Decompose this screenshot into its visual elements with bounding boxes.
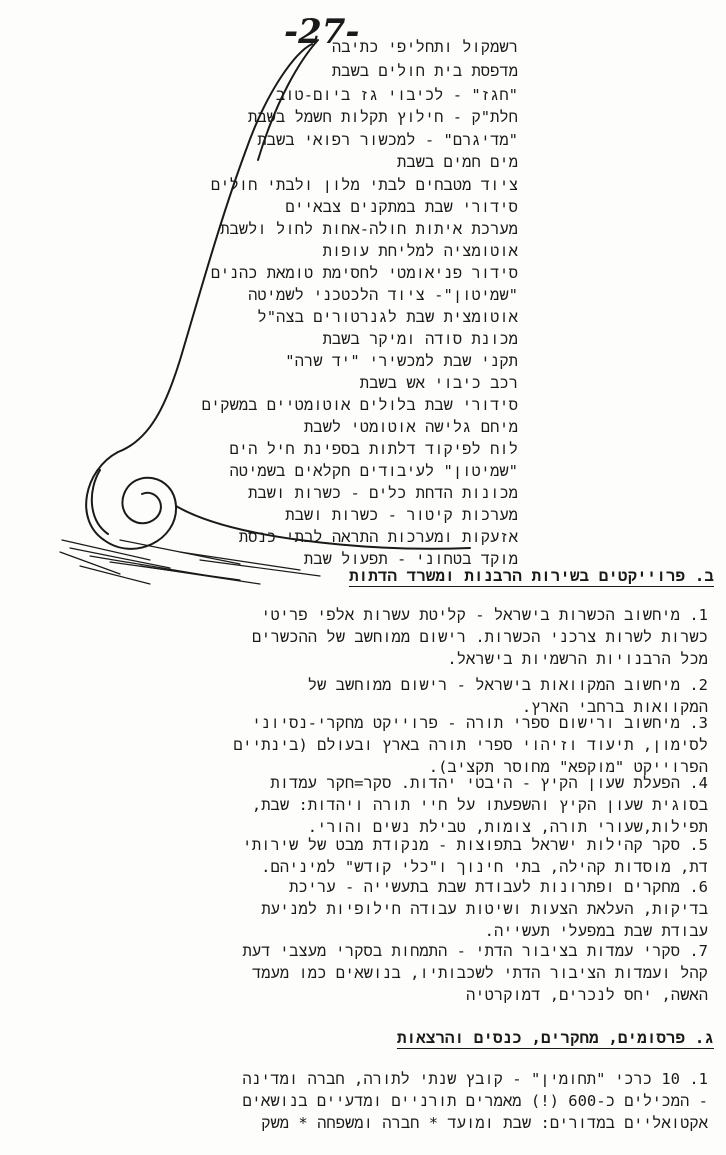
text-line: האשה, יחס לנכרים, דמוקרטיה — [466, 986, 708, 1004]
list-item: אוטומציה למליחת עופות — [322, 242, 518, 260]
list-item: סידורי שבת בלולים אוטומטיים במשקים — [201, 396, 518, 414]
text-line: תפילות,שעורי תורה, צומות, טבילת נשים והורי. — [307, 818, 708, 836]
text-line: - המכילים כ-600 (!) מאמרים תורניים ומדעיים בנושאים — [242, 1092, 708, 1110]
list-item: ציוד מטבחים לבתי מלון ולבתי חולים — [210, 176, 518, 194]
section-g-title: ג. פרסומים, מחקרים, כנסים והרצאות — [396, 1028, 714, 1047]
list-item: חלת"ק - חילוץ תקלות חשמל בשבת — [248, 108, 518, 126]
text-line: הפרוייקט "מוקפא" מחוסר תקציב). — [428, 758, 708, 776]
section-g-item-1 — [32, 1068, 708, 1134]
section-b-heading — [349, 566, 714, 586]
list-item: "שמיטון" לעיבודים חקלאים בשמיטה — [229, 462, 518, 480]
list-item: מערכת איתות חולה-אחות לחול ולשבת — [220, 220, 518, 238]
list-item: אוטומצית שבת לגנרטורים בצה"ל — [257, 308, 518, 326]
text-line: 6. מחקרים ופתרונות לעבודת שבת בתעשייה - עריכת — [289, 878, 708, 896]
list-item: תקני שבת למכשירי "יד שרה" — [285, 352, 518, 370]
list-item: סידור פניאומטי לחסימת טומאת כהנים — [210, 264, 518, 282]
section-b-item-3 — [32, 712, 708, 778]
list-item: רשמקול ותחליפי כתיבה — [331, 38, 518, 56]
text-line: לסימון, תיעוד וזיהוי ספרי תורה בארץ ובעולם (בינתיים — [233, 736, 708, 754]
text-line: 7. סקרי עמדות בציבור הדתי - התמחות בסקרי מעצבי דעת — [242, 942, 708, 960]
section-b-item-6 — [32, 876, 708, 942]
list-item: "שמיטון"- ציוד הלכטכני לשמיטה — [248, 286, 518, 304]
list-item: לוח לפיקוד דלתות בספינת חיל הים — [229, 440, 518, 458]
section-b-item-5 — [32, 834, 708, 878]
list-item: "מדיגרם" - למכשור רפואי בשבת — [257, 131, 518, 149]
text-line: 3. מיחשוב ורישום ספרי תורה - פרוייקט מחקרי-נסיוני — [251, 714, 708, 732]
list-item: רכב כיבוי אש בשבת — [359, 374, 518, 392]
list-item: "חגז" - לכיבוי גז ביום-טוב — [275, 86, 518, 104]
text-line: 1. 10 כרכי "תחומין" - קובץ שנתי לתורה, חברה ומדינה — [242, 1070, 708, 1088]
text-line: דת, מוסדות קהילה, בתי חינוך ו"כלי קודש" למיניהם. — [261, 858, 708, 876]
list-item: מכונת סודה ומיקר בשבת — [322, 330, 518, 348]
list-item: מיחם גלישה אוטומטי לשבת — [303, 418, 518, 436]
list-item: סידורי שבת במתקנים צבאיים — [285, 198, 518, 216]
page-number: -27- — [284, 12, 360, 52]
list-item: מכונות הדחת כלים - כשרות ושבת — [248, 484, 518, 502]
text-line: כשרות לשרות צרכני הכשרות. רישום ממוחשב של ההכשרים — [251, 628, 708, 646]
text-line: 1. מיחשוב הכשרות בישראל - קליטת עשרות אלפי פריטי — [261, 606, 708, 624]
section-b-title: ב. פרוייקטים בשירות הרבנות ומשרד הדתות — [348, 566, 714, 585]
text-line: מכל הרבנויות הרשמיות בישראל. — [447, 650, 708, 668]
text-line: עבודת שבת במפעלי תעשייה. — [484, 922, 708, 940]
text-line: 5. סקר קהילות ישראל בתפוצות - מנקודת מבט של שירותי — [242, 836, 708, 854]
text-line: קהל ועמדות הציבור הדתי לשכבותיו, בנושאים כמו מעמד — [251, 964, 708, 982]
section-b-item-1 — [32, 604, 708, 670]
list-item: אזעקות ומערכות התראה לבתי כנסת — [238, 528, 518, 546]
text-line: 4. הפעלת שעון הקיץ - היבטי יהדות. סקר=חקר עמדות — [270, 774, 708, 792]
list-item: מדפסת בית חולים בשבת — [331, 62, 518, 80]
section-b-item-4 — [32, 772, 708, 838]
text-line: המקוואות ברחבי הארץ. — [521, 698, 708, 716]
text-line: אקטואליים במדורים: שבת ומועד * חברה ומשפחה * משק — [261, 1114, 708, 1132]
list-item: מוקד בטחוני - תפעול שבת — [303, 550, 518, 568]
text-line: בסוגית שעון הקיץ והשפעתו על חיי תורה ויהדות: שבת, — [251, 796, 708, 814]
section-b-item-7 — [32, 940, 708, 1006]
text-line: בדיקות, העלאת הצעות ושיטות עבודה חילופיות למניעת — [261, 900, 708, 918]
list-item: מים חמים בשבת — [397, 153, 518, 171]
text-line: 2. מיחשוב המקוואות בישראל - רישום ממוחשב של — [307, 676, 708, 694]
list-item: מערכות קיטור - כשרות ושבת — [285, 506, 518, 524]
section-g-heading — [397, 1028, 714, 1048]
